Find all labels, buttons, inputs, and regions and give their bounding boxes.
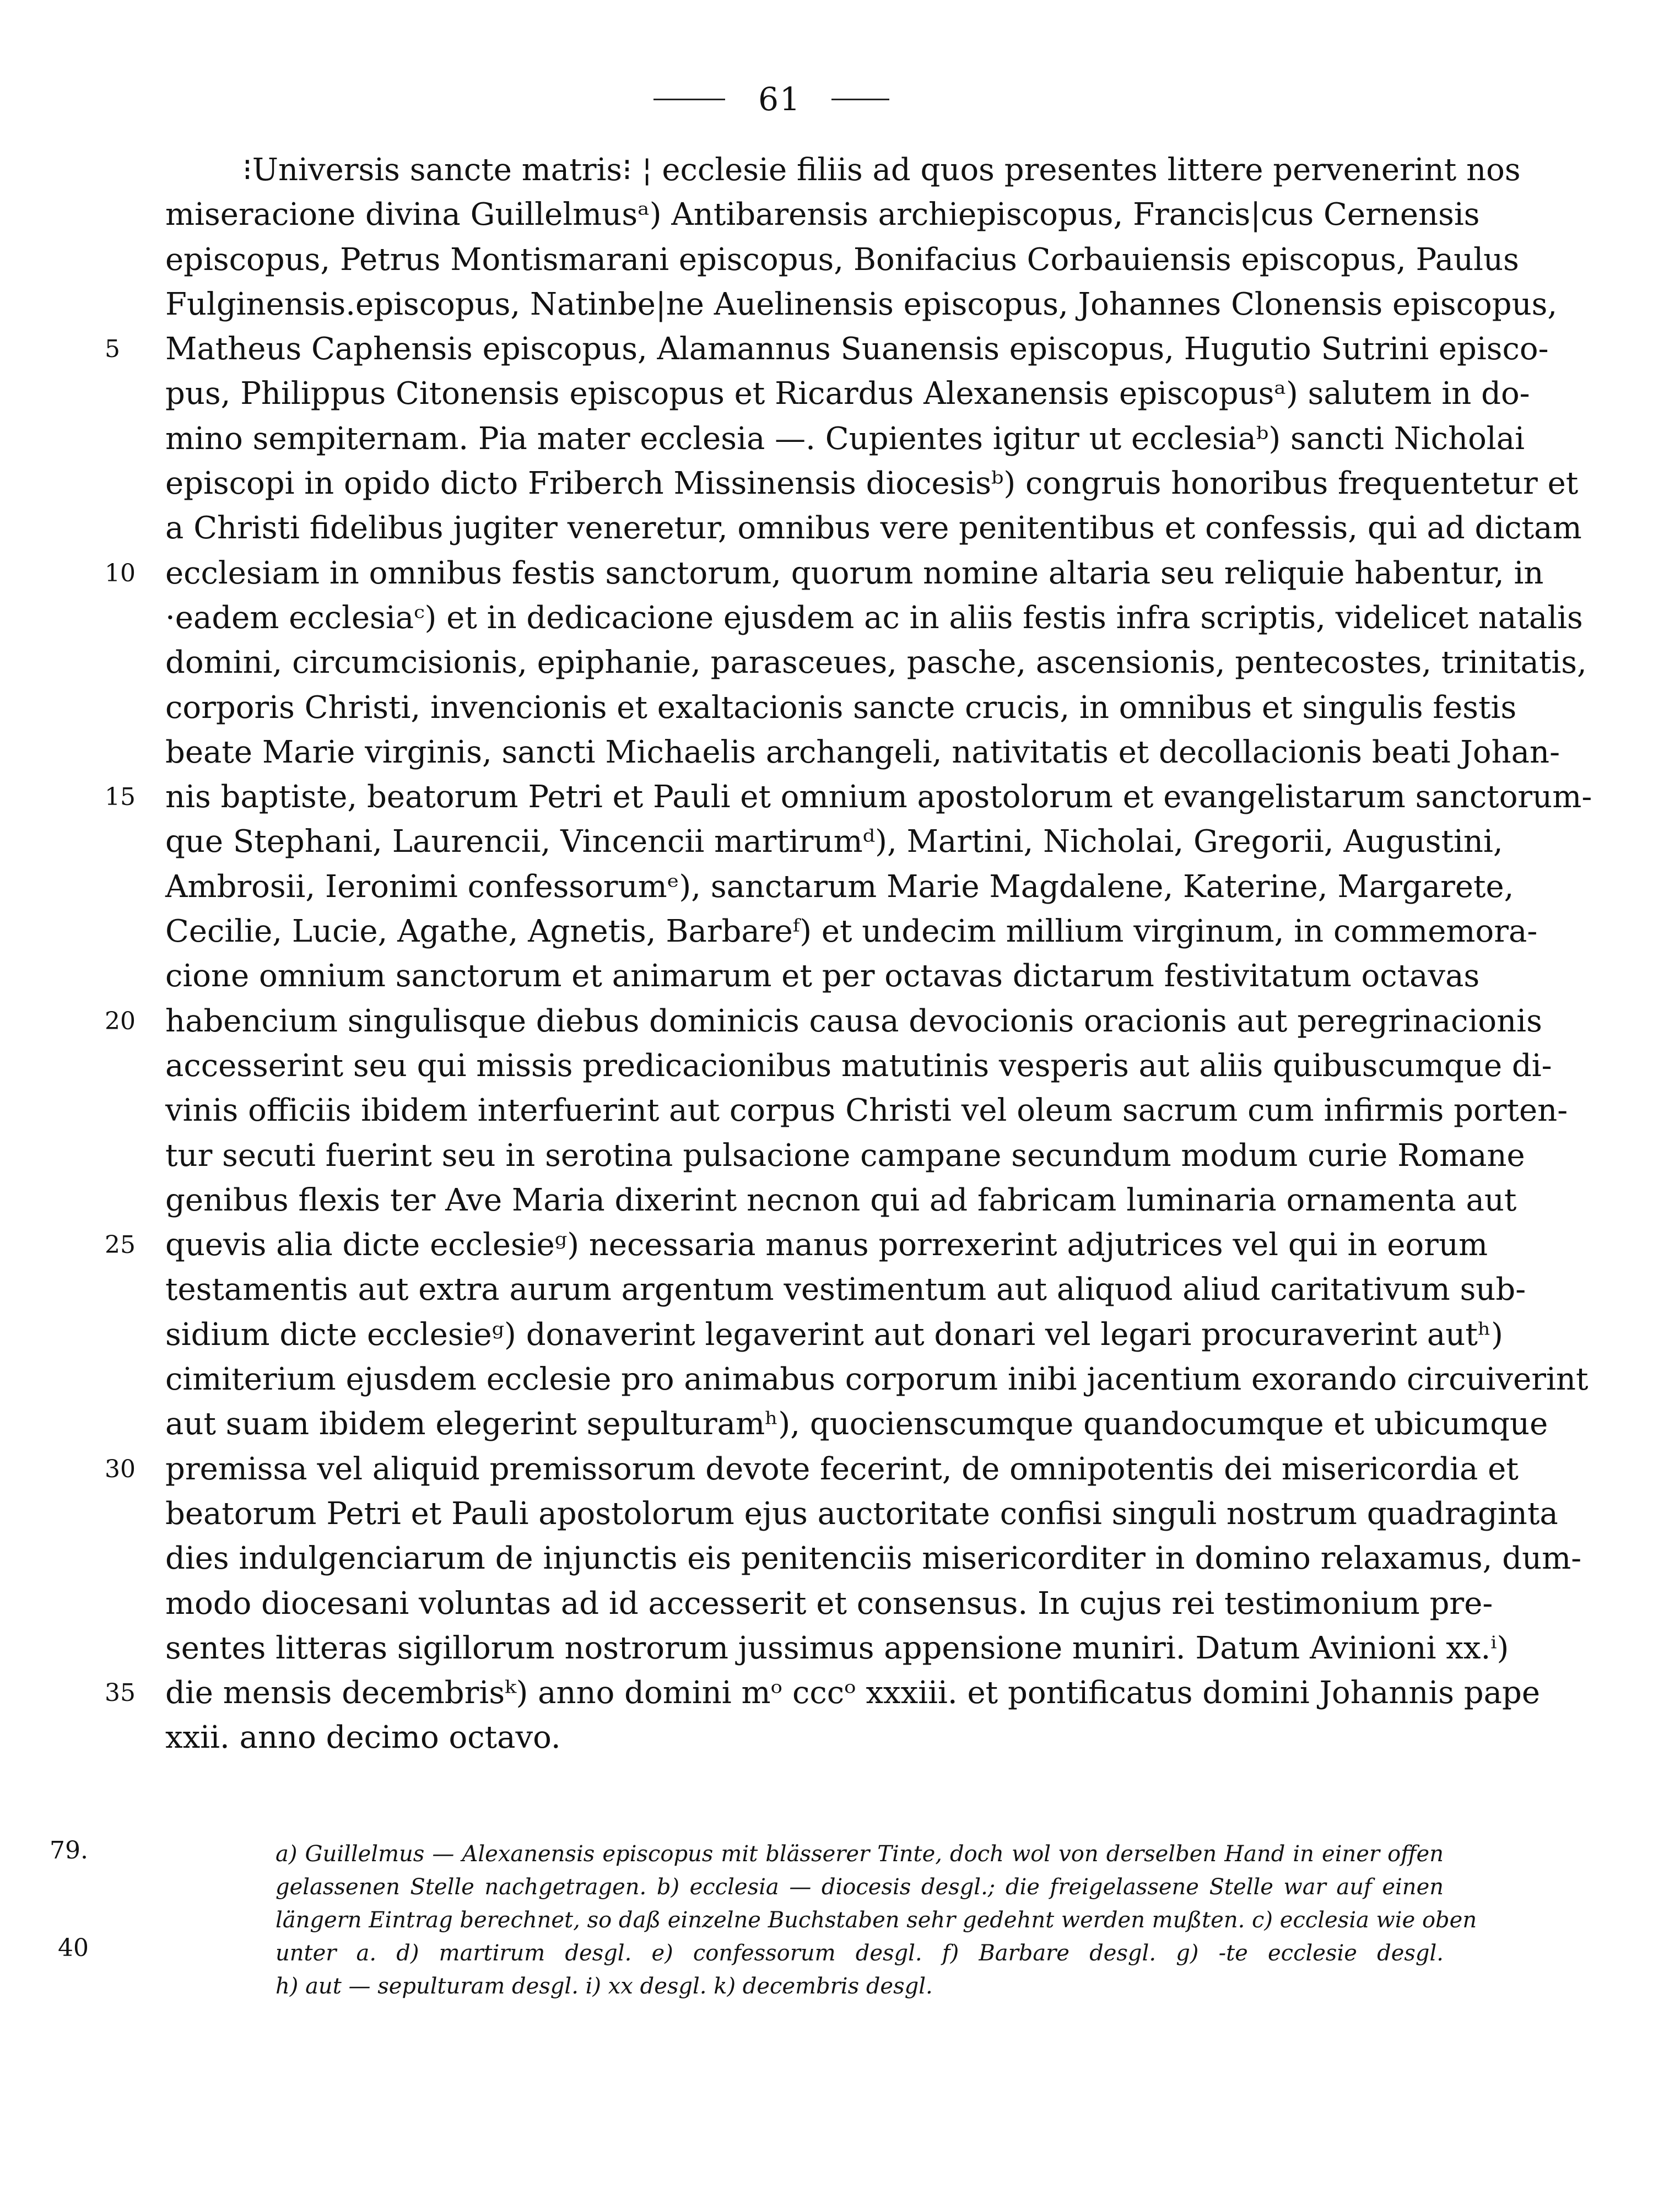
line-text: premissa vel aliquid premissorum devote fecerint, de omnipotentis dei misericordia et bbox=[165, 1451, 1519, 1487]
text-line bbox=[165, 909, 1538, 954]
line-text: ·eadem ecclesiaᶜ) et in dedicacione ejusdem ac in aliis festis infra scriptis, videlicet natalis bbox=[165, 599, 1583, 636]
line-text: ⁝Universis sancte matris⁝ ¦ ecclesie filiis ad quos presentes littere pervenerint nos bbox=[242, 152, 1521, 188]
line-text: corporis Christi, invencionis et exaltacionis sancte crucis, in omnibus et singulis festis bbox=[165, 689, 1517, 726]
line-text: Fulginensis.episcopus, Natinbe|ne Auelinensis episcopus, Johannes Clonensis episcopus, bbox=[165, 286, 1558, 322]
line-text: cione omnium sanctorum et animarum et per octavas dictarum festivitatum octavas bbox=[165, 958, 1480, 995]
text-line bbox=[105, 327, 1549, 371]
line-text: domini, circumcisionis, epiphanie, parasceues, pasche, ascensionis, pentecostes, trinitatis, bbox=[165, 645, 1587, 681]
line-text: genibus flexis ter Ave Maria dixerint necnon qui ad fabricam luminaria ornamenta aut bbox=[165, 1182, 1517, 1218]
text-line bbox=[165, 1178, 1517, 1223]
text-line bbox=[165, 506, 1582, 550]
text-line bbox=[165, 596, 1583, 640]
line-number: 15 bbox=[105, 783, 136, 812]
line-text: quevis alia dicte ecclesieᵍ) necessaria manus porrexerint adjutrices vel qui in eorum bbox=[165, 1227, 1488, 1263]
line-text: nis baptiste, beatorum Petri et Pauli et omnium apostolorum et evangelistarum sanctorum- bbox=[165, 779, 1592, 815]
text-line bbox=[165, 1715, 1444, 1760]
line-text: pus, Philippus Citonensis episcopus et Ricardus Alexanensis episcopusᵃ) salutem in do- bbox=[165, 376, 1530, 412]
text-line bbox=[105, 551, 1544, 596]
line-number: 20 bbox=[105, 1007, 136, 1035]
text-line bbox=[165, 1581, 1493, 1626]
line-text: vinis officiis ibidem interfuerint aut corpus Christi vel oleum sacrum cum infirmis porten- bbox=[165, 1093, 1568, 1129]
line-text: a Christi fidelibus jugiter veneretur, omnibus vere penitentibus et confessis, qui ad dictam bbox=[165, 510, 1582, 547]
header-rule-left bbox=[653, 99, 725, 100]
text-line bbox=[165, 1402, 1548, 1446]
line-text: sidium dicte ecclesieᵍ) donaverint legaverint aut donari vel legari procuraverint autʰ) bbox=[165, 1316, 1503, 1353]
line-text: episcopi in opido dicto Friberch Missinensis diocesisᵇ) congruis honoribus frequentetur et bbox=[165, 466, 1579, 502]
header-rule-right bbox=[831, 99, 889, 100]
footnote-line: unter a. d) martirum desgl. e) confessorum desgl. f) Barbare desgl. g) -te ecclesie desgl. bbox=[276, 1941, 1444, 1966]
text-line bbox=[105, 1671, 1541, 1715]
text-line bbox=[165, 1312, 1503, 1357]
footnote-line: h) aut — sepulturam desgl. i) xx desgl. k) decembris desgl. bbox=[276, 1974, 933, 1999]
text-line bbox=[165, 192, 1480, 237]
document-body bbox=[105, 148, 1592, 1760]
text-line bbox=[165, 819, 1503, 864]
line-text: cimiterium ejusdem ecclesie pro animabus corporum inibi jacentium exorando circuiverint bbox=[165, 1361, 1589, 1398]
text-line bbox=[165, 864, 1514, 909]
footnote-line: gelassenen Stelle nachgetragen. b) ecclesia — diocesis desgl.; die freigelassene Stelle war auf einen bbox=[276, 1874, 1444, 1900]
line-number: 35 bbox=[105, 1679, 136, 1708]
text-line bbox=[165, 461, 1579, 506]
line-number: 30 bbox=[105, 1455, 136, 1483]
line-text: Matheus Caphensis episcopus, Alamannus Suanensis episcopus, Hugutio Sutrini episco- bbox=[165, 331, 1549, 368]
line-text: beatorum Petri et Pauli apostolorum ejus auctoritate confisi singuli nostrum quadraginta bbox=[165, 1495, 1558, 1532]
text-line bbox=[165, 417, 1525, 461]
text-line bbox=[165, 237, 1519, 282]
text-line bbox=[165, 1492, 1558, 1536]
text-line bbox=[165, 954, 1480, 998]
text-line bbox=[165, 148, 1521, 192]
line-text: ecclesiam in omnibus festis sanctorum, quorum nomine altaria seu reliquie habentur, in bbox=[165, 555, 1544, 591]
line-text: mino sempiternam. Pia mater ecclesia —. Cupientes igitur ut ecclesiaᵇ) sancti Nicholai bbox=[165, 420, 1525, 457]
text-line bbox=[165, 1626, 1509, 1671]
line-number: 25 bbox=[105, 1231, 136, 1260]
line-text: habencium singulisque diebus dominicis causa devocionis oracionis aut peregrinacionis bbox=[165, 1003, 1542, 1039]
text-line bbox=[165, 1044, 1552, 1088]
text-line bbox=[165, 1133, 1525, 1178]
text-line bbox=[165, 640, 1587, 685]
line-text: Cecilie, Lucie, Agathe, Agnetis, Barbareᶠ) et undecim millium virginum, in commemora- bbox=[165, 914, 1538, 950]
line-text: episcopus, Petrus Montismarani episcopus, Bonifacius Corbauiensis episcopus, Paulus bbox=[165, 241, 1519, 278]
line-text: accesserint seu qui missis predicacionibus matutinis vesperis aut aliis quibuscumque di- bbox=[165, 1047, 1552, 1084]
text-line bbox=[165, 1088, 1568, 1133]
text-line bbox=[105, 1223, 1488, 1267]
line-text: Ambrosii, Ieronimi confessorumᵉ), sanctarum Marie Magdalene, Katerine, Margarete, bbox=[165, 868, 1514, 905]
text-line bbox=[165, 1536, 1582, 1581]
text-line bbox=[165, 1267, 1526, 1312]
footnote-line: a) Guillelmus — Alexanensis episcopus mit blässerer Tinte, doch wol von derselben Hand in einer offen bbox=[276, 1841, 1444, 1867]
line-text: que Stephani, Laurencii, Vincencii martirumᵈ), Martini, Nicholai, Gregorii, Augustini, bbox=[165, 824, 1503, 860]
text-line bbox=[165, 371, 1530, 416]
text-line bbox=[105, 1447, 1519, 1492]
text-line bbox=[165, 282, 1558, 327]
footnote-number: 79. bbox=[50, 1836, 88, 1865]
line-text: testamentis aut extra aurum argentum vestimentum aut aliquod aliud caritativum sub- bbox=[165, 1272, 1526, 1308]
line-text: miseracione divina Guillelmusᵃ) Antibarensis archiepiscopus, Francis|cus Cernensis bbox=[165, 197, 1480, 233]
line-text: dies indulgenciarum de injunctis eis penitenciis misericorditer in domino relaxamus, dum- bbox=[165, 1541, 1582, 1577]
line-number: 10 bbox=[105, 559, 136, 587]
text-line bbox=[165, 685, 1517, 730]
text-line bbox=[165, 730, 1560, 775]
footnote-line: längern Eintrag berechnet, so daß einzelne Buchstaben sehr gedehnt werden mußten. c) ecclesia wie oben bbox=[276, 1908, 1477, 1933]
line-text: xxii. anno decimo octavo. bbox=[165, 1720, 561, 1756]
page-number: 61 bbox=[758, 80, 801, 118]
line-number-40: 40 bbox=[58, 1934, 89, 1962]
line-text: die mensis decembrisᵏ) anno domini mᵒ cccᵒ xxxiii. et pontificatus domini Johannis pape bbox=[165, 1675, 1541, 1711]
line-text: beate Marie virginis, sancti Michaelis archangeli, nativitatis et decollacionis beati Johan- bbox=[165, 734, 1560, 770]
line-text: modo diocesani voluntas ad id accesserit et consensus. In cujus rei testimonium pre- bbox=[165, 1585, 1493, 1622]
text-line bbox=[105, 999, 1542, 1044]
text-line bbox=[105, 775, 1592, 819]
line-text: sentes litteras sigillorum nostrorum jussimus appensione muniri. Datum Avinioni xx.ⁱ) bbox=[165, 1630, 1509, 1666]
text-line bbox=[165, 1357, 1589, 1402]
page-header bbox=[639, 77, 904, 121]
line-number: 5 bbox=[105, 335, 120, 364]
line-text: tur secuti fuerint seu in serotina pulsacione campane secundum modum curie Romane bbox=[165, 1137, 1525, 1174]
line-text: aut suam ibidem elegerint sepulturamʰ), quocienscumque quandocumque et ubicumque bbox=[165, 1406, 1548, 1442]
footnotes bbox=[50, 1836, 1477, 2003]
